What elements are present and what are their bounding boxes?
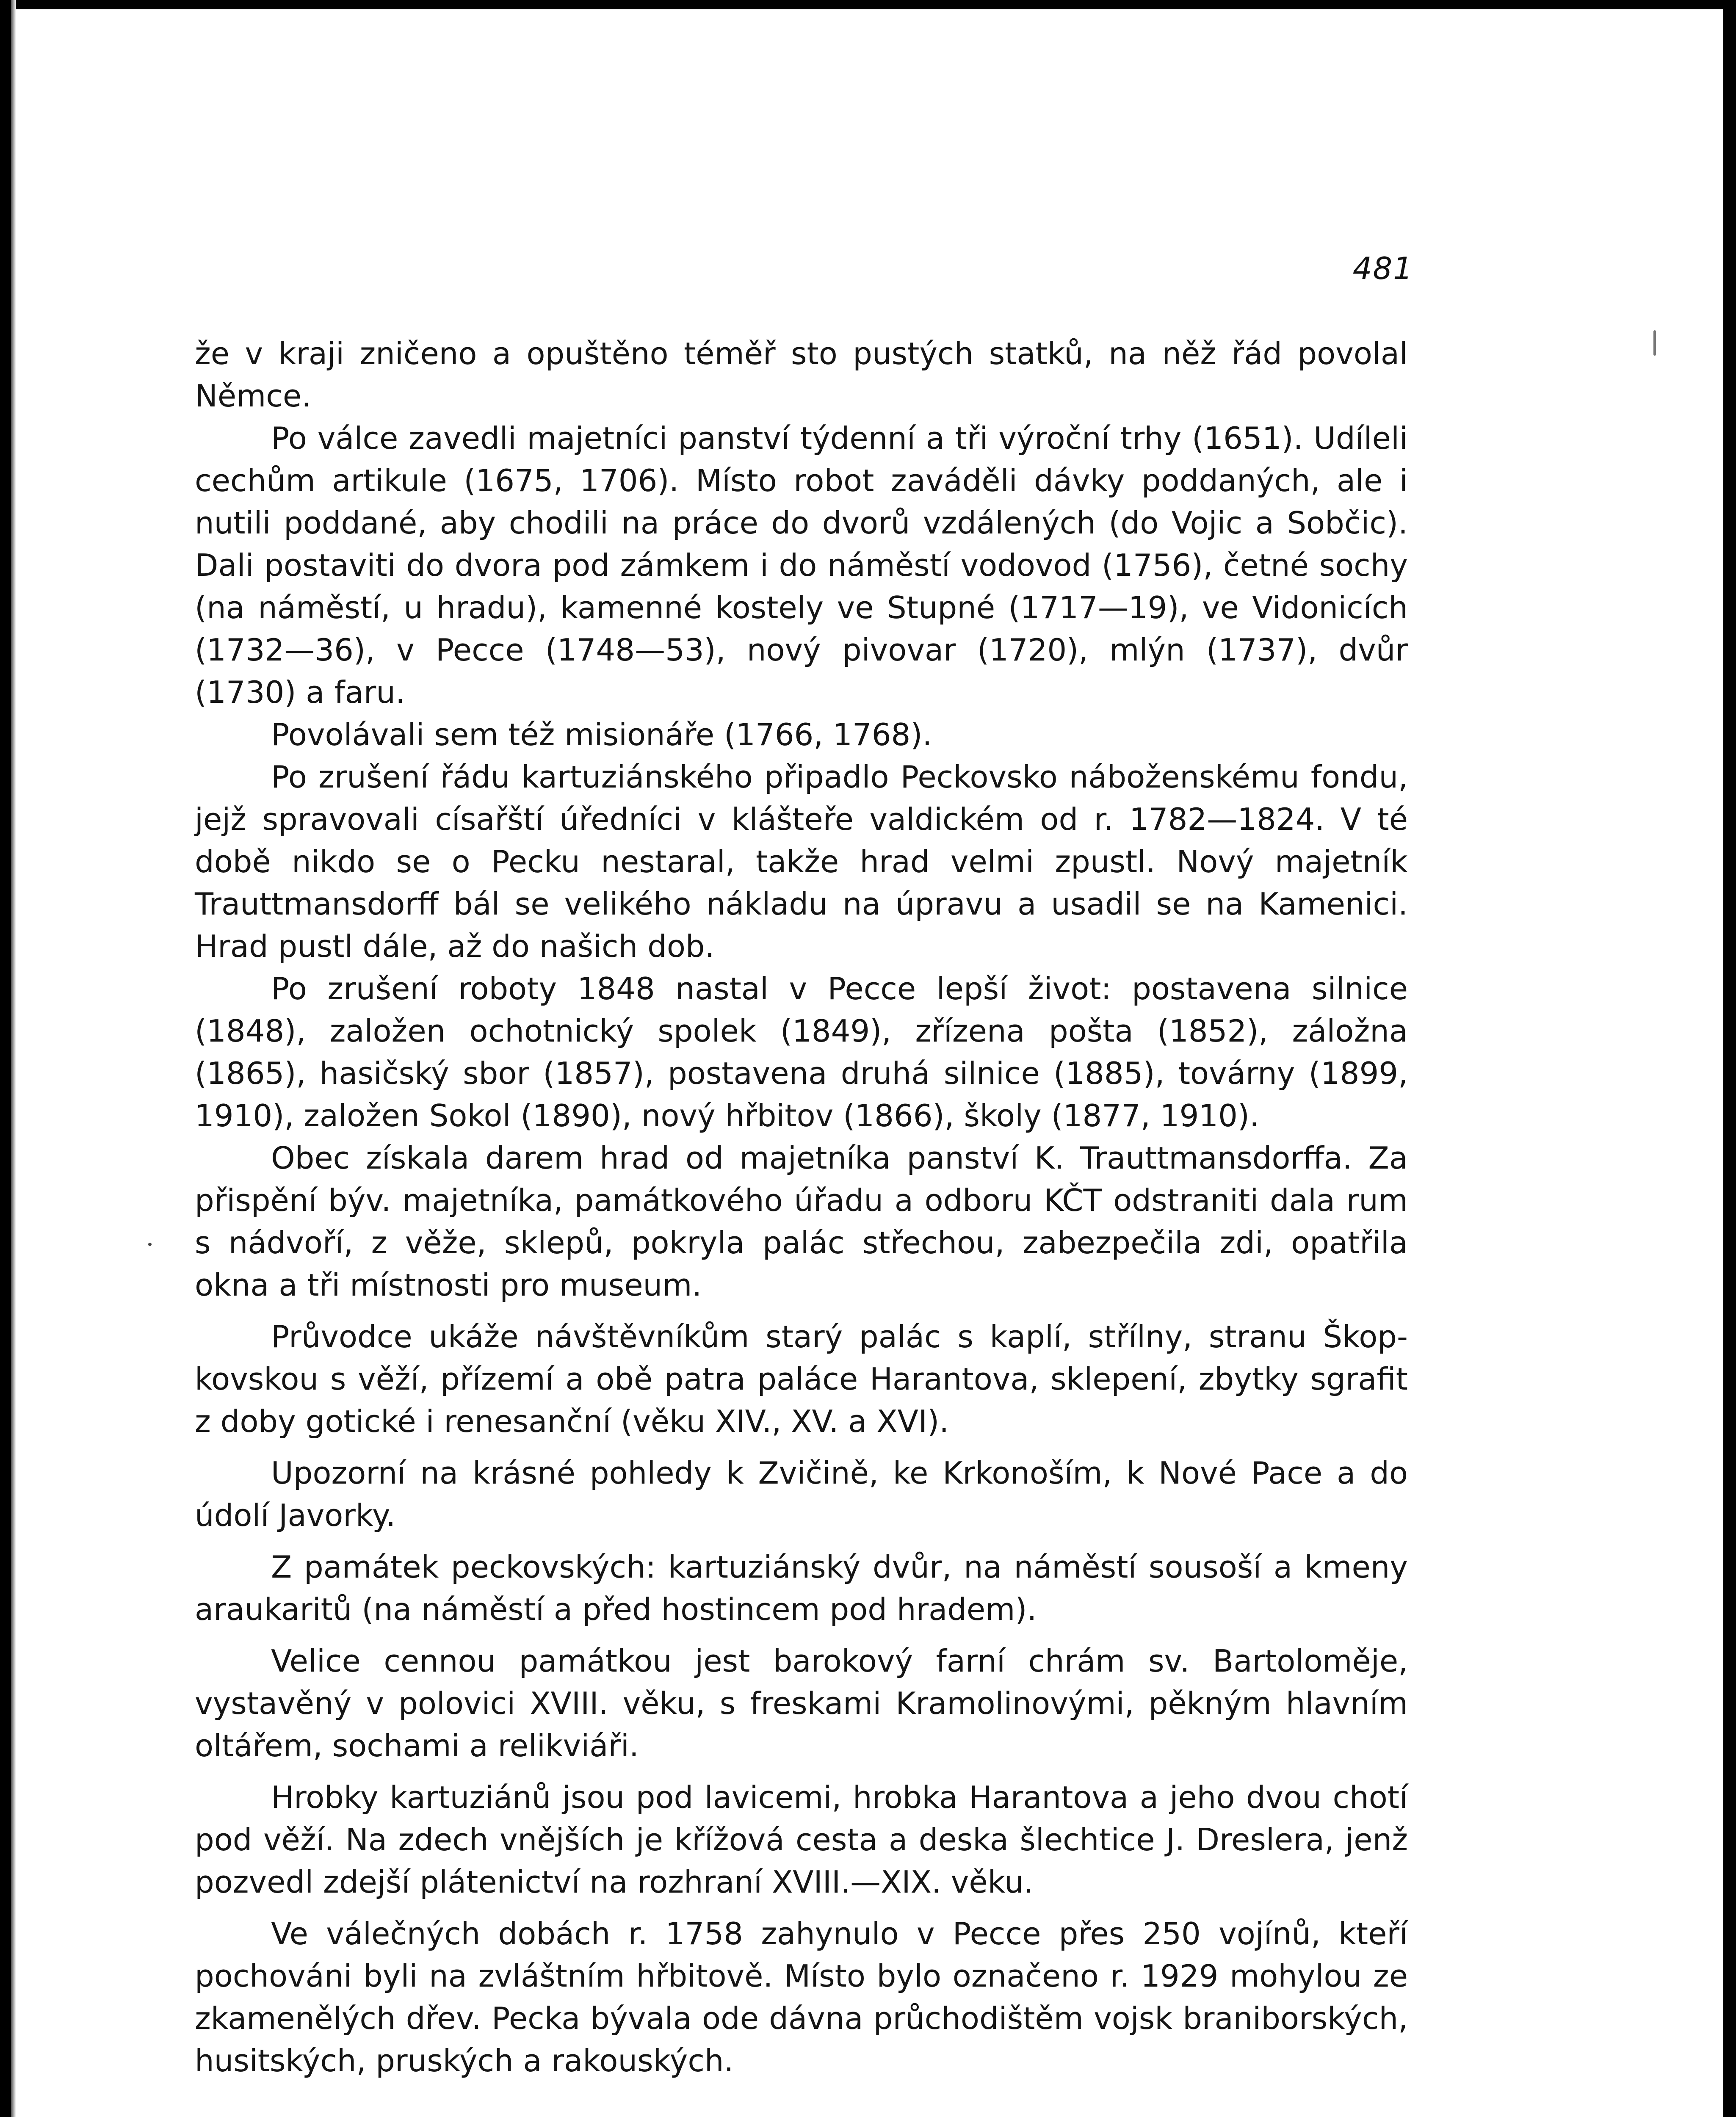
paragraph-5: Po zrušení roboty 1848 nastal v Pecce lepší život: postavena silnice (1848), založen ochotnický spolek (1849), zřízena pošta (1852), záložna (1865), hasičský sbor (1857), postavena druhá silnice (1885), továrny (1899, 1910), založen Sokol (1890), nový hřbitov (1866), školy (1877, 1910). <box>195 971 1408 1133</box>
paragraph-9: Z památek peckovských: kartuziánský dvůr, na náměstí sousoší a kmeny araukaritů (na náměstí a před hostincem pod hradem). <box>195 1549 1408 1627</box>
paragraph-6: Obec získala darem hrad od majetníka panství K. Trauttmansdorffa. Za přispění býv. majetníka, památkového úřadu a odboru KČT odstraniti dala rum s nádvoří, z věže, sklepů, pokryla palác střechou, zabezpečila zdi, opatřila okna a tři místnosti pro museum. <box>195 1140 1408 1303</box>
paragraph-12: Ve válečných dobách r. 1758 zahynulo v Pecce přes 250 vojínů, kteří pochováni byli na zvláštním hřbitově. Místo bylo označeno r. 1929 mohylou ze zkamenělých dřev. Pecka bývala ode dávna průchodištěm vojsk braniborských, husitských, pruských a rakouských. <box>195 1916 1408 2078</box>
paragraph-2: Po válce zavedli majetníci panství týdenní a tři výroční trhy (1651). Udíleli cechům artikule (1675, 1706). Místo robot zaváděli dávky poddaných, ale i nutili poddané, aby chodili na práce do dvorů vzdálených (do Vojic a Sobčic). Dali postaviti do dvora pod zámkem i do náměstí vodovod (1756), četné sochy (na náměstí, u hradu), kamenné kostely ve Stupné (1717—19), ve Vidonicích (1732—36), v Pecce (1748—53), nový pivovar (1720), mlýn (1737), dvůr (1730) a faru. <box>195 420 1408 710</box>
paragraph-10: Velice cennou památkou jest barokový farní chrám sv. Bartoloměje, vystavěný v polovici XVIII. věku, s freskami Kramolinovými, pěkným hlavním oltářem, sochami a relikviáři. <box>195 1643 1408 1763</box>
body-text <box>195 332 1408 2082</box>
dust-speck <box>148 1243 152 1246</box>
paragraph-4: Po zrušení řádu kartuziánského připadlo Peckovsko náboženskému fondu, jejž spravovali císařští úředníci v klášteře valdickém od r. 1782—1824. V té době nikdo se o Pecku nestaral, takže hrad velmi zpustl. Nový majetník Trauttmansdorff bál se velikého nákladu na úpravu a usadil se na Kamenici. Hrad pustl dále, až do našich dob. <box>195 759 1408 964</box>
paragraph-8: Upozorní na krásné pohledy k Zvičině, ke Krkonoším, k Nové Pace a do údolí Javorky. <box>195 1455 1408 1533</box>
paragraph-7: Průvodce ukáže návštěvníkům starý palác s kaplí, střílny, stranu Škopkovskou s věží, přízemí a obě patra paláce Harantova, sklepení, zbytky sgrafit z doby gotické i renesanční (věku XIV., XV. a XVI). <box>195 1319 1408 1439</box>
left-edge-shadow <box>11 0 16 2117</box>
paragraph-11: Hrobky kartuziánů jsou pod lavicemi, hrobka Harantova a jeho dvou chotí pod věží. Na zdech vnějších je křížová cesta a deska šlechtice J. Dreslera, jenž pozvedl zdejší plátenictví na rozhraní XVIII.—XIX. věku. <box>195 1780 1408 1900</box>
dust-speck <box>1653 330 1656 356</box>
paragraph-3: Povolávali sem též misionáře (1766, 1768). <box>271 717 932 752</box>
paragraph-1: že v kraji zničeno a opuštěno téměř sto pustých statků, na něž řád povolal Němce. <box>195 336 1408 414</box>
page-number: 481 <box>1352 251 1413 286</box>
